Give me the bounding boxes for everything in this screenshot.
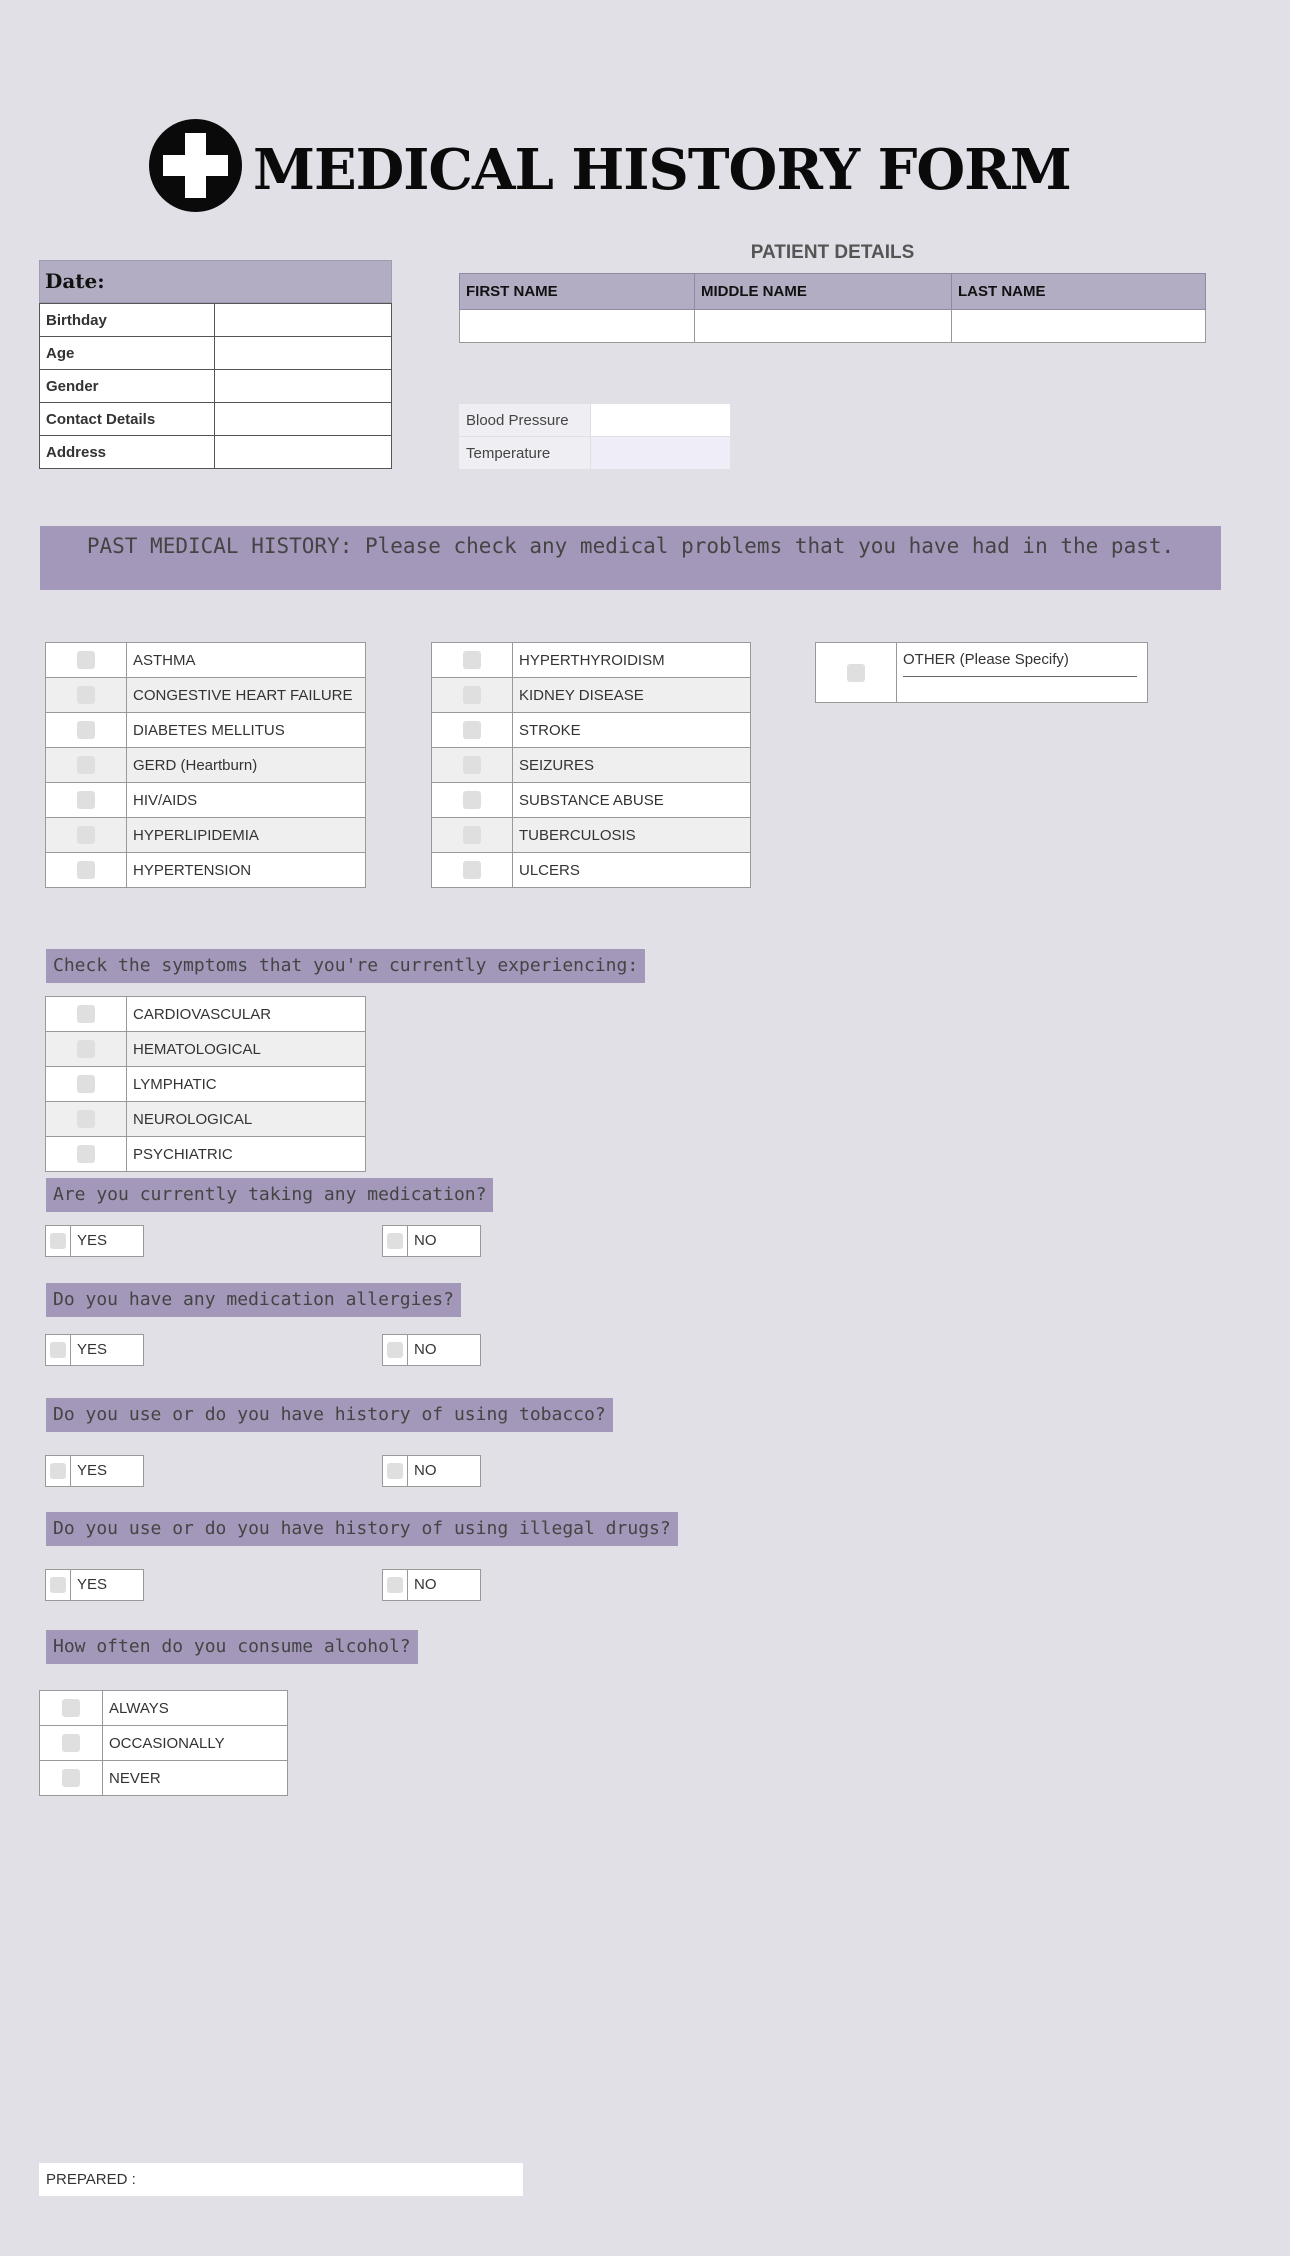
temperature-label: Temperature bbox=[459, 437, 591, 470]
list-item bbox=[46, 997, 366, 1032]
condition-label: STROKE bbox=[513, 713, 751, 748]
checkbox[interactable] bbox=[50, 1342, 66, 1358]
list-item bbox=[46, 643, 366, 678]
checkbox[interactable] bbox=[77, 651, 95, 669]
condition-label: HYPERLIPIDEMIA bbox=[127, 818, 366, 853]
no-label: NO bbox=[414, 1341, 437, 1358]
symptoms-list bbox=[45, 996, 366, 1172]
checkbox[interactable] bbox=[77, 791, 95, 809]
checkbox[interactable] bbox=[50, 1233, 66, 1249]
list-item bbox=[46, 818, 366, 853]
temperature-field[interactable] bbox=[591, 437, 731, 470]
list-item bbox=[432, 853, 751, 888]
list-item bbox=[46, 713, 366, 748]
list-item bbox=[432, 713, 751, 748]
checkbox[interactable] bbox=[77, 1145, 95, 1163]
no-label: NO bbox=[414, 1462, 437, 1479]
contact-details-field[interactable] bbox=[215, 403, 392, 436]
info-label: Address bbox=[40, 436, 215, 469]
list-item bbox=[432, 748, 751, 783]
checkbox[interactable] bbox=[62, 1769, 80, 1787]
blood-pressure-field[interactable] bbox=[591, 404, 731, 437]
prepared-by-field[interactable] bbox=[39, 2163, 523, 2196]
illegal-drugs-question: Do you use or do you have history of using illegal drugs? bbox=[46, 1512, 678, 1546]
address-field[interactable] bbox=[215, 436, 392, 469]
no-label: NO bbox=[414, 1576, 437, 1593]
checkbox[interactable] bbox=[77, 1110, 95, 1128]
condition-label: ULCERS bbox=[513, 853, 751, 888]
condition-label: KIDNEY DISEASE bbox=[513, 678, 751, 713]
info-row bbox=[40, 403, 392, 436]
allergies-question: Do you have any medication allergies? bbox=[46, 1283, 461, 1317]
last-name-field[interactable] bbox=[952, 310, 1206, 343]
checkbox[interactable] bbox=[387, 1577, 403, 1593]
yes-label: YES bbox=[77, 1232, 108, 1249]
condition-label: HYPERTENSION bbox=[127, 853, 366, 888]
list-item bbox=[432, 818, 751, 853]
list-item bbox=[40, 1761, 288, 1796]
info-row bbox=[40, 304, 392, 337]
middle-name-field[interactable] bbox=[695, 310, 952, 343]
alcohol-option-label: NEVER bbox=[103, 1761, 288, 1796]
list-item bbox=[40, 1726, 288, 1761]
tobacco-no-option[interactable] bbox=[382, 1455, 481, 1487]
vitals-table bbox=[459, 404, 730, 470]
alcohol-option-label: ALWAYS bbox=[103, 1691, 288, 1726]
list-item bbox=[432, 643, 751, 678]
medication-no-option[interactable] bbox=[382, 1225, 481, 1257]
symptom-label: CARDIOVASCULAR bbox=[127, 997, 366, 1032]
list-item bbox=[46, 1067, 366, 1102]
checkbox[interactable] bbox=[77, 1075, 95, 1093]
condition-label: HIV/AIDS bbox=[127, 783, 366, 818]
date-header: Date: bbox=[39, 260, 392, 303]
past-medical-history-banner: PAST MEDICAL HISTORY: Please check any medical problems that you have had in the past. bbox=[40, 526, 1221, 590]
other-specify-field[interactable] bbox=[897, 643, 1148, 703]
list-item bbox=[432, 678, 751, 713]
checkbox[interactable] bbox=[77, 721, 95, 739]
age-field[interactable] bbox=[215, 337, 392, 370]
medication-yes-option[interactable] bbox=[45, 1225, 144, 1257]
last-name-header: LAST NAME bbox=[952, 274, 1206, 310]
info-row bbox=[40, 436, 392, 469]
list-item bbox=[46, 1137, 366, 1172]
checkbox[interactable] bbox=[62, 1734, 80, 1752]
info-row bbox=[40, 370, 392, 403]
symptom-label: HEMATOLOGICAL bbox=[127, 1032, 366, 1067]
checkbox[interactable] bbox=[463, 756, 481, 774]
condition-label: ASTHMA bbox=[127, 643, 366, 678]
list-item bbox=[46, 1102, 366, 1137]
patient-details-table bbox=[459, 273, 1206, 343]
symptom-label: NEUROLOGICAL bbox=[127, 1102, 366, 1137]
no-label: NO bbox=[414, 1232, 437, 1249]
past-history-list-1 bbox=[45, 642, 366, 888]
checkbox[interactable] bbox=[77, 686, 95, 704]
checkbox[interactable] bbox=[77, 1040, 95, 1058]
checkbox[interactable] bbox=[847, 664, 865, 682]
allergies-no-option[interactable] bbox=[382, 1334, 481, 1366]
info-label: Age bbox=[40, 337, 215, 370]
page-title: MEDICAL HISTORY FORM bbox=[253, 137, 1071, 203]
condition-label: CONGESTIVE HEART FAILURE bbox=[127, 678, 366, 713]
list-item bbox=[46, 1032, 366, 1067]
drugs-no-option[interactable] bbox=[382, 1569, 481, 1601]
allergies-yes-option[interactable] bbox=[45, 1334, 144, 1366]
medication-question: Are you currently taking any medication? bbox=[46, 1178, 493, 1212]
yes-label: YES bbox=[77, 1462, 108, 1479]
alcohol-question: How often do you consume alcohol? bbox=[46, 1630, 418, 1664]
checkbox[interactable] bbox=[77, 826, 95, 844]
checkbox[interactable] bbox=[50, 1463, 66, 1479]
past-history-list-2 bbox=[431, 642, 751, 888]
drugs-yes-option[interactable] bbox=[45, 1569, 144, 1601]
checkbox[interactable] bbox=[77, 861, 95, 879]
info-row bbox=[40, 337, 392, 370]
checkbox[interactable] bbox=[387, 1463, 403, 1479]
other-label: OTHER (Please Specify) bbox=[903, 651, 1069, 668]
medical-cross-logo-icon bbox=[149, 119, 242, 212]
checkbox[interactable] bbox=[387, 1233, 403, 1249]
first-name-header: FIRST NAME bbox=[460, 274, 695, 310]
middle-name-header: MIDDLE NAME bbox=[695, 274, 952, 310]
checkbox[interactable] bbox=[463, 826, 481, 844]
checkbox[interactable] bbox=[77, 756, 95, 774]
alcohol-options-list bbox=[39, 1690, 288, 1796]
info-label: Contact Details bbox=[40, 403, 215, 436]
checkbox[interactable] bbox=[62, 1699, 80, 1717]
birthday-field[interactable] bbox=[215, 304, 392, 337]
gender-field[interactable] bbox=[215, 370, 392, 403]
first-name-field[interactable] bbox=[460, 310, 695, 343]
list-item bbox=[46, 783, 366, 818]
other-condition-box bbox=[815, 642, 1148, 703]
yes-label: YES bbox=[77, 1576, 108, 1593]
patient-details-title: PATIENT DETAILS bbox=[750, 242, 915, 263]
checkbox[interactable] bbox=[463, 791, 481, 809]
checkbox[interactable] bbox=[77, 1005, 95, 1023]
condition-label: DIABETES MELLITUS bbox=[127, 713, 366, 748]
symptom-label: PSYCHIATRIC bbox=[127, 1137, 366, 1172]
checkbox[interactable] bbox=[387, 1342, 403, 1358]
list-item bbox=[46, 678, 366, 713]
list-item bbox=[432, 783, 751, 818]
prepared-label: PREPARED : bbox=[46, 2171, 136, 2188]
checkbox[interactable] bbox=[463, 861, 481, 879]
list-item bbox=[46, 748, 366, 783]
list-item bbox=[46, 853, 366, 888]
list-item bbox=[40, 1691, 288, 1726]
info-label: Birthday bbox=[40, 304, 215, 337]
condition-label: HYPERTHYROIDISM bbox=[513, 643, 751, 678]
checkbox[interactable] bbox=[50, 1577, 66, 1593]
symptom-label: LYMPHATIC bbox=[127, 1067, 366, 1102]
personal-info-table bbox=[39, 303, 392, 469]
condition-label: GERD (Heartburn) bbox=[127, 748, 366, 783]
yes-label: YES bbox=[77, 1341, 108, 1358]
specify-line bbox=[903, 668, 1137, 677]
tobacco-question: Do you use or do you have history of using tobacco? bbox=[46, 1398, 613, 1432]
symptoms-banner: Check the symptoms that you're currently experiencing: bbox=[46, 949, 645, 983]
condition-label: TUBERCULOSIS bbox=[513, 818, 751, 853]
checkbox[interactable] bbox=[463, 721, 481, 739]
tobacco-yes-option[interactable] bbox=[45, 1455, 144, 1487]
condition-label: SEIZURES bbox=[513, 748, 751, 783]
alcohol-option-label: OCCASIONALLY bbox=[103, 1726, 288, 1761]
blood-pressure-label: Blood Pressure bbox=[459, 404, 591, 437]
personal-info-section bbox=[39, 260, 392, 469]
condition-label: SUBSTANCE ABUSE bbox=[513, 783, 751, 818]
checkbox[interactable] bbox=[463, 686, 481, 704]
info-label: Gender bbox=[40, 370, 215, 403]
checkbox[interactable] bbox=[463, 651, 481, 669]
